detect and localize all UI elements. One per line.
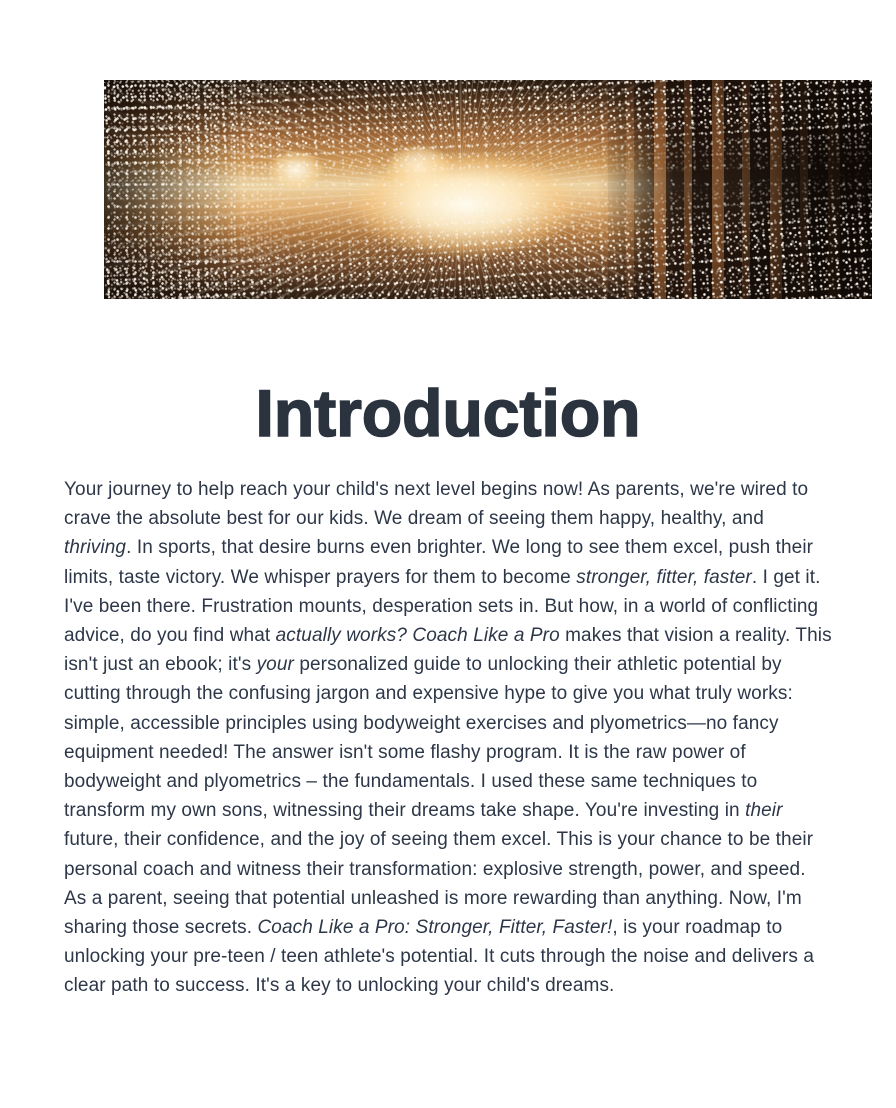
document-page — [64, 0, 832, 1001]
page-title: Introduction — [255, 376, 641, 450]
paragraph-segment: actually works? Coach Like a Pro — [275, 625, 560, 647]
paragraph-segment: future, their confidence, and the joy of seeing them excel. This is your chance to be their personal coach and witness their transformation: explosive strength, power, and speed. As a parent, seeing that potential unleashed is more rewarding than anything. Now, I'm sharing those secrets. — [64, 829, 814, 939]
hero-left-lights — [104, 80, 304, 299]
paragraph-segment: , is your roadmap to unlocking your pre-teen / teen athlete's potential. It cuts through the noise and delivers a clear path to success. It's a key to unlocking your child's dreams. — [64, 917, 815, 997]
paragraph-segment: . I get it. I've been there. Frustration mounts, desperation sets in. But how, in a world of conflicting advice, do you find what — [64, 566, 821, 647]
paragraph-segment: Coach Like a Pro: Stronger, Fitter, Faster! — [257, 917, 613, 939]
intro-paragraph — [64, 475, 832, 1001]
paragraph-segment: their — [745, 800, 783, 822]
paragraph-segment: your — [256, 654, 294, 676]
paragraph-segment: thriving — [64, 537, 127, 559]
paragraph-segment: stronger, fitter, faster — [576, 566, 752, 588]
paragraph-segment: personalized guide to unlocking their athletic potential by cutting through the confusing jargon and expensive hype to give you what truly works: simple, accessible principles using bodyweight exercises and plyometrics—no fancy equipment needed! The answer isn't some flashy program. It is the raw power of bodyweight and plyometrics – the fundamentals. I used these same techniques to transform my own sons, witnessing their dreams take shape. You're investing in — [64, 654, 793, 822]
hero-image — [104, 80, 872, 299]
paragraph-segment: . In sports, that desire burns even brighter. We long to see them excel, push their limits, taste victory. We whisper prayers for them to become — [64, 537, 814, 588]
paragraph-segment: Your journey to help reach your child's next level begins now! As parents, we're wired to crave the absolute best for our kids. We dream of seeing them happy, healthy, and — [64, 479, 809, 530]
paragraph-segment: makes that vision a reality. This isn't just an ebook; it's — [64, 625, 832, 676]
